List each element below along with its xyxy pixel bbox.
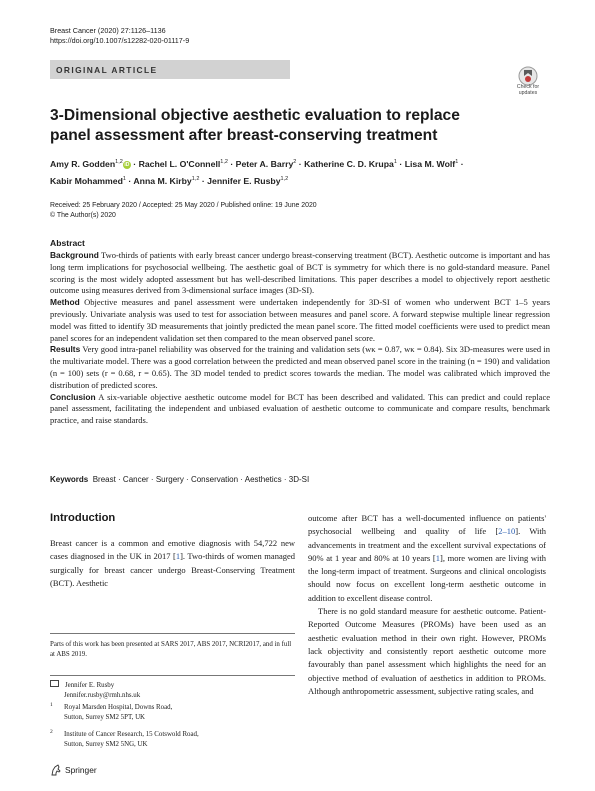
text-run: ]. With advancements in treatment and the excellent survival expectations of 90% at 1 year and 80% at 10 years [ bbox=[308, 526, 546, 563]
citation-link[interactable]: 1 bbox=[435, 552, 440, 563]
abstract-results-text: Very good intra-panel reliability was observed for the training and validation sets (wκ = 0.87, wκ = 0.84). Six 3D-measures were used in the multivariate model. There was a good correlation between the predicted and mean observed panel score in the training (n = 190) and validation (n = 100) sets (r = 0.68, r = 0.65). The 3D model tended to predict scores towards the median. The model was calibrated which improved the distribution of predicted scores. bbox=[50, 344, 550, 390]
corresponding-name: Jennifer E. Rusby bbox=[65, 682, 115, 689]
author-name[interactable]: Rachel L. O'Connell bbox=[138, 158, 221, 169]
footnote-divider bbox=[50, 633, 295, 634]
presentation-footnote: Parts of this work has been presented at SARS 2017, ABS 2017, NCRI2017, and in full at ABS 2019. bbox=[50, 641, 292, 658]
text-run: Breast cancer is a common and emotive diagnosis with 54,722 new cases diagnosed in the UK in 2017 [ bbox=[50, 538, 295, 562]
affiliation-1 bbox=[50, 700, 295, 723]
article-type-label: ORIGINAL ARTICLE bbox=[56, 65, 158, 75]
author-name[interactable]: Anna M. Kirby bbox=[133, 175, 192, 186]
check-for-updates-label[interactable] bbox=[506, 84, 550, 96]
corresponding-author bbox=[50, 680, 295, 701]
citation-link[interactable]: 1 bbox=[175, 551, 181, 562]
abstract-conclusion bbox=[50, 392, 550, 427]
right-column-text bbox=[308, 512, 546, 698]
abstract-conclusion-text: A six-variable objective aesthetic outcome model for BCT has been described and validated. This can predict and could replace panel assessment, facilitating the independent and unbiased evaluation of aesthetic outcome to communicate and compare results, benchmark practice, and raise standards. bbox=[50, 391, 550, 426]
author-affiliation: 1,2 bbox=[280, 175, 289, 182]
abstract-method bbox=[50, 297, 550, 344]
footnote-divider bbox=[50, 675, 295, 676]
publication-dates: Received: 25 February 2020 / Accepted: 25 May 2020 / Published online: 19 June 2020 bbox=[50, 202, 317, 209]
affiliation-line: Institute of Cancer Research, 15 Cotswold Road, bbox=[64, 731, 199, 738]
abstract-method-text: Objective measures and panel assessment were undertaken independently for 3D-SI of women who underwent BCT 1–5 years previously. Univariate analysis was used to test for association between measures and panel score. A forward stepwise multiple linear regression model was fitted to identify 3D measurements that jointly predicted the mean panel score. The fitted model coefficients were used to predict mean panel scores for an independent validation set then compared to the mean observed panel score. bbox=[50, 297, 550, 343]
author-name[interactable]: Jennifer E. Rusby bbox=[207, 175, 281, 186]
affiliation-line: Royal Marsden Hospital, Downs Road, bbox=[64, 704, 173, 711]
author-affiliation: 1,2 bbox=[220, 159, 228, 165]
abstract-heading: Abstract bbox=[50, 238, 85, 248]
introduction-heading: Introduction bbox=[50, 512, 116, 524]
publisher-name: Springer bbox=[65, 765, 97, 775]
author-affiliation: 1 bbox=[122, 175, 126, 182]
text-run: ]. Two-thirds of women managed surgically for breast cancer undergo Breast-Conserving Treatment (BCT). Aesthetic bbox=[50, 551, 295, 588]
doi-link[interactable]: https://doi.org/10.1007/s12282-020-01117-9 bbox=[50, 36, 190, 45]
abstract-body bbox=[50, 250, 550, 427]
intro-paragraph-2 bbox=[308, 512, 546, 605]
check-label-line1: Check for bbox=[516, 84, 540, 90]
citation-link[interactable]: 2–10 bbox=[498, 526, 516, 537]
left-column-text bbox=[50, 537, 295, 590]
author-name[interactable]: Katherine C. D. Krupa bbox=[304, 158, 394, 169]
affiliation-2 bbox=[50, 727, 295, 750]
envelope-icon bbox=[50, 680, 59, 687]
copyright-notice: © The Author(s) 2020 bbox=[50, 212, 116, 219]
author-affiliation: 1,2 bbox=[115, 159, 123, 165]
intro-paragraph-1 bbox=[50, 537, 295, 590]
intro-paragraph-3: There is no gold standard measure for aesthetic outcome. Patient-Reported Outcome Measures (PROMs) have been used as an aesthetic evaluation method in their own right. However, PROMs lack objectivity and consistently report aesthetic outcome more favourably than panel assessment which highlights the need for an objective method of evaluation of aesthetics in addition to PROMs. Although anthropometric assessment, subjective rating scales, and bbox=[308, 606, 546, 696]
author-affiliation: 1,2 bbox=[191, 175, 200, 182]
keywords-label: Keywords bbox=[50, 475, 89, 484]
orcid-icon[interactable]: iD bbox=[124, 161, 130, 168]
abstract-background-text: Two-thirds of patients with early breast cancer undergo breast-conserving treatment (BCT). Aesthetic outcome is important and has long term implications for psychosocial wellbeing. The aesthetic goal of BCT is symmetry for which there is no gold-standard measure. Panel scoring is the most widely adopted assessment but has well-described limitations. This paper describes a model to objectively report aesthetic outcome using measures derived from 3-dimensional surface images (3D-SI). bbox=[50, 250, 550, 296]
affiliation-line: Sutton, Surrey SM2 5PT, UK bbox=[64, 714, 146, 721]
affiliation-number: 1 bbox=[50, 702, 53, 708]
author-name[interactable]: Kabir Mohammed bbox=[50, 175, 123, 186]
author-list: Amy R. Godden$^{1,2}$ iD · Rachel L. O'Connell$^{1,2}$ · Peter A. Barry$^2$ · Katherine C. D. Krupa$^1$ · Lisa M. Wolf$^1$ · Kabir Mohammed$^1$ · Anna M. Kirby$^{1,2}$ · Jennifer E. Rusby$^{1,2}$ bbox=[50, 158, 464, 186]
abstract-background bbox=[50, 250, 550, 297]
author-name[interactable]: Lisa M. Wolf bbox=[404, 158, 456, 169]
author-name[interactable]: Peter A. Barry bbox=[235, 158, 294, 169]
affiliation-line: Sutton, Surrey SM2 5NG, UK bbox=[64, 741, 148, 748]
journal-citation: Breast Cancer (2020) 27:1126–1136 bbox=[50, 26, 166, 35]
author-affiliation: 1 bbox=[455, 159, 459, 165]
text-run: outcome after BCT has a well-documented influence on patients' psychosocial wellbeing and quality of life [ bbox=[308, 513, 546, 537]
keywords-text: Breast · Cancer · Surgery · Conservation · Aesthetics · 3D-SI bbox=[92, 475, 310, 484]
abstract-results-label: Results bbox=[50, 344, 81, 355]
author-affiliation: 1 bbox=[393, 159, 397, 165]
springer-horse-icon bbox=[50, 764, 62, 776]
abstract-background-label: Background bbox=[50, 250, 99, 260]
article-title: 3-Dimensional objective aesthetic evaluation to replace panel assessment after breast-conserving treatment bbox=[50, 107, 460, 144]
affiliation-number: 2 bbox=[50, 729, 53, 735]
author-affiliation: 2 bbox=[293, 159, 297, 165]
abstract-method-label: Method bbox=[50, 297, 80, 308]
corresponding-email[interactable]: Jennifer.rusby@rmh.nhs.uk bbox=[64, 692, 141, 699]
text-run: ], more women are living with the long-term impact of treatment. Surgeons and clinical oncologists should now focus on excellent long-term aesthetic outcome in addition to excellent disease control. bbox=[308, 552, 547, 603]
abstract-results bbox=[50, 344, 550, 391]
check-label-line2: updates bbox=[518, 90, 538, 96]
publisher-logo bbox=[50, 764, 97, 776]
abstract-conclusion-label: Conclusion bbox=[50, 391, 96, 402]
keywords-line bbox=[50, 475, 309, 484]
author-name[interactable]: Amy R. Godden bbox=[50, 158, 116, 169]
